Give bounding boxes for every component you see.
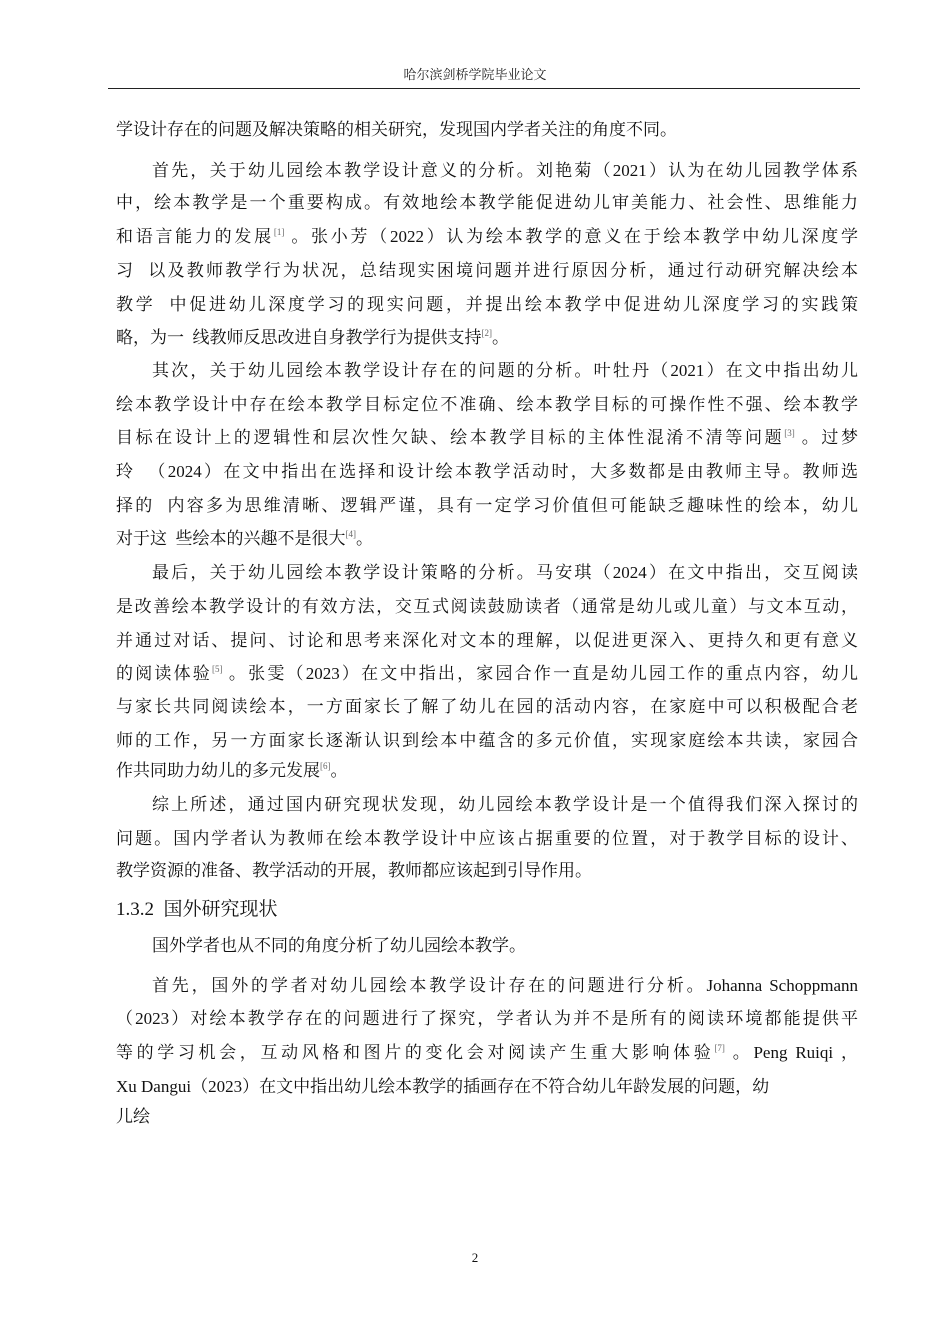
text-line xyxy=(116,327,858,349)
page-number: 2 xyxy=(471,1250,479,1265)
text-line xyxy=(116,427,858,449)
text-line xyxy=(116,294,858,316)
text-line xyxy=(116,192,858,214)
text-line xyxy=(116,528,858,550)
line-text: 教学资源的准备、教学活动的开展，教师都应该起到引导作用。 xyxy=(116,861,592,880)
text-line xyxy=(116,1042,858,1064)
text-line xyxy=(152,360,858,382)
line-text: 。过梦 xyxy=(794,428,859,447)
text-line xyxy=(116,1008,858,1030)
line-text: 。Peng Ruiqi ， xyxy=(724,1043,858,1062)
text-line xyxy=(116,663,858,685)
text-line xyxy=(116,630,858,652)
text-line xyxy=(116,596,858,618)
line-text: 略，为一 线教师反思改进自身教学行为提供支持 xyxy=(116,328,482,347)
line-text: 。 xyxy=(492,328,509,347)
text-line xyxy=(116,260,858,282)
line-text: 择的 内容多为思维清晰、逻辑严谨，具有一定学习价值但可能缺乏趣味性的绘本，幼儿 xyxy=(116,496,858,515)
line-text: 目标在设计上的逻辑性和层次性欠缺、绘本教学目标的主体性混淆不清等问题 xyxy=(116,428,785,447)
line-text: 。 xyxy=(330,761,348,780)
line-text: 最后，关于幼儿园绘本教学设计策略的分析。马安琪（2024）在文中指出，交互阅读 xyxy=(152,563,858,582)
line-text: 是改善绘本教学设计的有效方法，交互式阅读鼓励读者（通常是幼儿或儿童）与文本互动， xyxy=(116,597,858,616)
text-line xyxy=(116,1076,858,1098)
text-line xyxy=(116,461,858,483)
line-text: 习 以及教师教学行为状况，总结现实困境问题并进行原因分析，通过行动研究解决绘本 xyxy=(116,261,858,280)
text-line xyxy=(116,828,858,850)
text-line xyxy=(116,226,858,248)
text-line xyxy=(116,495,858,517)
citation-ref[interactable]: [3] xyxy=(784,428,795,438)
line-text: 其次，关于幼儿园绘本教学设计存在的问题的分析。叶牡丹（2021）在文中指出幼儿 xyxy=(152,361,858,380)
text-line xyxy=(152,562,858,584)
line-text: 并通过对话、提问、讨论和思考来深化对文本的理解，以促进更深入、更持久和更有意义 xyxy=(116,631,858,650)
line-text: 与家长共同阅读绘本，一方面家长了解了幼儿在园的活动内容，在家庭中可以积极配合老 xyxy=(116,697,858,716)
line-text: 首先，国外的学者对幼儿园绘本教学设计存在的问题进行分析。Johanna Schoppmann xyxy=(152,976,858,995)
text-line xyxy=(152,794,858,816)
line-text: 的阅读体验 xyxy=(116,664,212,683)
line-text: 等的学习机会，互动风格和图片的变化会对阅读产生重大影响体验 xyxy=(116,1043,715,1062)
line-text: （2023）对绘本教学存在的问题进行了探究，学者认为并不是所有的阅读环境都能提供平 xyxy=(116,1009,858,1028)
line-text: 学设计存在的问题及解决策略的相关研究，发现国内学者关注的角度不同。 xyxy=(116,120,677,139)
citation-ref[interactable]: [6] xyxy=(320,761,331,771)
citation-ref[interactable]: [4] xyxy=(345,529,356,539)
line-text: 。张雯（2023）在文中指出，家园合作一直是幼儿园工作的重点内容，幼儿 xyxy=(222,664,859,683)
text-line xyxy=(116,1106,858,1128)
line-text: 中，绘本教学是一个重要构成。有效地绘本教学能促进幼儿审美能力、社会性、思维能力 xyxy=(116,193,858,212)
line-text: 教学 中促进幼儿深度学习的现实问题，并提出绘本教学中促进幼儿深度学习的实践策 xyxy=(116,295,858,314)
line-text: 和语言能力的发展 xyxy=(116,227,274,246)
line-text: 国外学者也从不同的角度分析了幼儿园绘本教学。 xyxy=(152,936,526,955)
line-text: 。张小芳（2022）认为绘本教学的意义在于绘本教学中幼儿深度学 xyxy=(284,227,859,246)
line-text: 玲 （2024）在文中指出在选择和设计绘本教学活动时，大多数都是由教师主导。教师选 xyxy=(116,462,858,481)
text-line xyxy=(116,696,858,718)
header-rule xyxy=(108,88,860,89)
line-text: Xu Dangui（2023）在文中指出幼儿绘本教学的插画存在不符合幼儿年龄发展的问题，幼 xyxy=(116,1077,770,1096)
text-line xyxy=(152,160,858,182)
line-text: 绘本教学设计中存在绘本教学目标定位不准确、绘本教学目标的可操作性不强、绘本教学 xyxy=(116,395,858,414)
line-text: 师的工作，另一方面家长逐渐认识到绘本中蕴含的多元价值，实现家庭绘本共读，家园合 xyxy=(116,731,858,750)
line-text: 。 xyxy=(356,529,373,548)
line-text: 对于这 些绘本的兴趣不是很大 xyxy=(116,529,346,548)
text-line xyxy=(116,394,858,416)
line-text: 首先，关于幼儿园绘本教学设计意义的分析。刘艳菊（2021）认为在幼儿园教学体系 xyxy=(152,161,858,180)
line-text: 综上所述，通过国内研究现状发现，幼儿园绘本教学设计是一个值得我们深入探讨的 xyxy=(152,795,858,814)
text-line xyxy=(152,935,858,957)
section-heading: 1.3.2 国外研究现状 xyxy=(116,899,278,920)
text-line xyxy=(116,760,858,782)
text-line xyxy=(116,860,858,882)
text-line xyxy=(116,119,858,141)
text-line xyxy=(116,730,858,752)
citation-ref[interactable]: [1] xyxy=(273,227,285,237)
citation-ref[interactable]: [5] xyxy=(211,664,223,674)
citation-ref[interactable]: [7] xyxy=(714,1043,725,1053)
line-text: 儿绘 xyxy=(116,1107,150,1126)
line-text: 作共同助力幼儿的多元发展 xyxy=(116,761,320,780)
running-header: 哈尔滨剑桥学院毕业论文 xyxy=(403,67,547,82)
text-line xyxy=(152,975,858,997)
line-text: 问题。国内学者认为教师在绘本教学设计中应该占据重要的位置，对于教学目标的设计、 xyxy=(116,829,858,848)
citation-ref[interactable]: [2] xyxy=(481,328,492,338)
